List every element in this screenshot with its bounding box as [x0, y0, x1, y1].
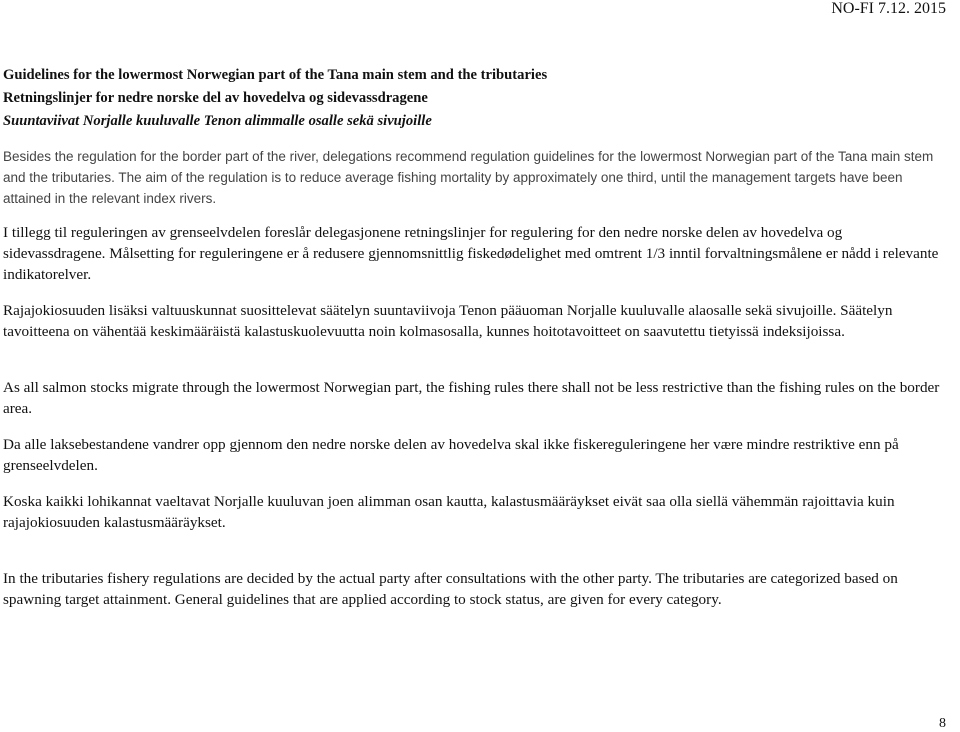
page-number: 8 — [939, 716, 946, 731]
heading-finnish: Suuntaviivat Norjalle kuuluvalle Tenon alimmalle osalle sekä sivujoille — [3, 113, 432, 129]
paragraph-regulation-norwegian: I tillegg til reguleringen av grenseelvdelen foreslår delegasjonene retningslinjer for regulering for den nedre norske delen av hovedelva og sidevassdragene. Målsetting for reguleringene er å redusere gjennomsnittlig fiskedødelighet med omtrent 1/3 inntil forvaltningsmålene er nådd i relevante indikatorelver. — [3, 224, 939, 283]
document-body — [3, 64, 948, 610]
paragraph-salmon-finnish: Koska kaikki lohikannat vaeltavat Norjalle kuuluvan joen alimman osan kautta, kalastusmääräykset eivät saa olla siellä vähemmän rajoittavia kuin rajajokiosuuden kalastusmääräykset. — [3, 493, 895, 531]
heading-english: Guidelines for the lowermost Norwegian part of the Tana main stem and the tributaries — [3, 67, 548, 83]
paragraph-tributaries-english: In the tributaries fishery regulations are decided by the actual party after consultations with the other party. The tributaries are categorized based on spawning target attainment. General guidelines that are applied according to stock status, are given for every category. — [3, 570, 898, 608]
paragraph-regulation-finnish: Rajajokiosuuden lisäksi valtuuskunnat suosittelevat säätelyn suuntaviivoja Tenon pääuoman Norjalle kuuluvalle alaosalle sekä sivujoille. Säätelyn tavoitteena on vähentää keskimääräistä kalastuskuolevuutta noin kolmasosalla, kunnes hoitotavoitteet on saavutettu tietyissä indeksijoissa. — [3, 302, 893, 340]
paragraph-salmon-norwegian: Da alle laksebestandene vandrer opp gjennom den nedre norske delen av hovedelva skal ikke fiskereguleringene her være mindre restriktive enn på grenseelvdelen. — [3, 436, 899, 474]
document-reference: NO-FI 7.12. 2015 — [831, 0, 946, 17]
paragraph-salmon-english: As all salmon stocks migrate through the lowermost Norwegian part, the fishing rules there shall not be less restrictive than the fishing rules on the border area. — [3, 379, 940, 417]
paragraph-regulation-english: Besides the regulation for the border part of the river, delegations recommend regulation guidelines for the lowermost Norwegian part of the Tana main stem and the tributaries. The aim of the regulation is to reduce average fishing mortality by approximately one third, until the management targets have been attained in the relevant index rivers. — [3, 149, 934, 206]
heading-norwegian: Retningslinjer for nedre norske del av hovedelva og sidevassdragene — [3, 90, 428, 106]
